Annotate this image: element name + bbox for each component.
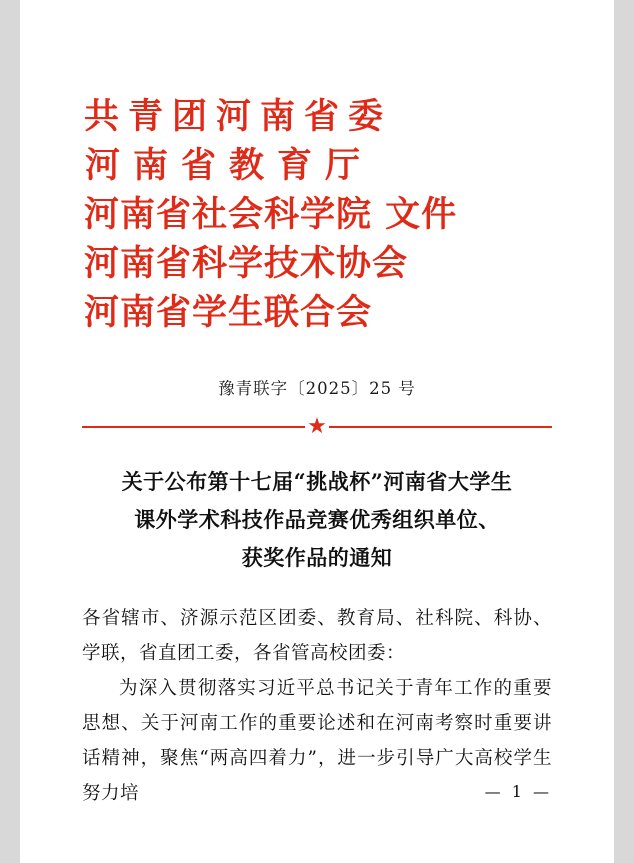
masthead-line-1: 共青团河南省委 bbox=[84, 96, 393, 137]
title-line-2: 课外学术科技作品竞赛优秀组织单位、 bbox=[134, 507, 500, 532]
masthead-line-3: 河南省社会科学院 文件 bbox=[84, 194, 458, 235]
document-number: 豫青联字〔2025〕25 号 bbox=[218, 379, 416, 398]
masthead-line-5: 河南省学生联合会 bbox=[84, 292, 373, 333]
document-page bbox=[20, 0, 614, 863]
title-line-3: 获奖作品的通知 bbox=[241, 545, 393, 570]
title-line-1: 关于公布第十七届“挑战杯”河南省大学生 bbox=[121, 469, 513, 494]
page-number: — 1 — bbox=[484, 782, 552, 801]
masthead bbox=[82, 0, 552, 337]
paragraph-addressee: 各省辖市、济源示范区团委、教育局、社科院、科协、学联，省直团工委，各省管高校团委： bbox=[82, 608, 552, 664]
red-divider-rule bbox=[82, 414, 552, 439]
masthead-line-4: 河南省科学技术协会 bbox=[84, 243, 409, 284]
red-star-icon: ★ bbox=[305, 417, 329, 437]
masthead-line-2: 河南省教育厅 bbox=[85, 145, 374, 186]
paragraph-body-1: 为深入贯彻落实习近平总书记关于青年工作的重要思想、关于河南工作的重要论述和在河南考察时重要讲话精神，聚焦“两高四着力”，进一步引导广大高校学生努力培 bbox=[82, 678, 552, 804]
body-text bbox=[82, 601, 552, 811]
page-title bbox=[82, 463, 552, 577]
